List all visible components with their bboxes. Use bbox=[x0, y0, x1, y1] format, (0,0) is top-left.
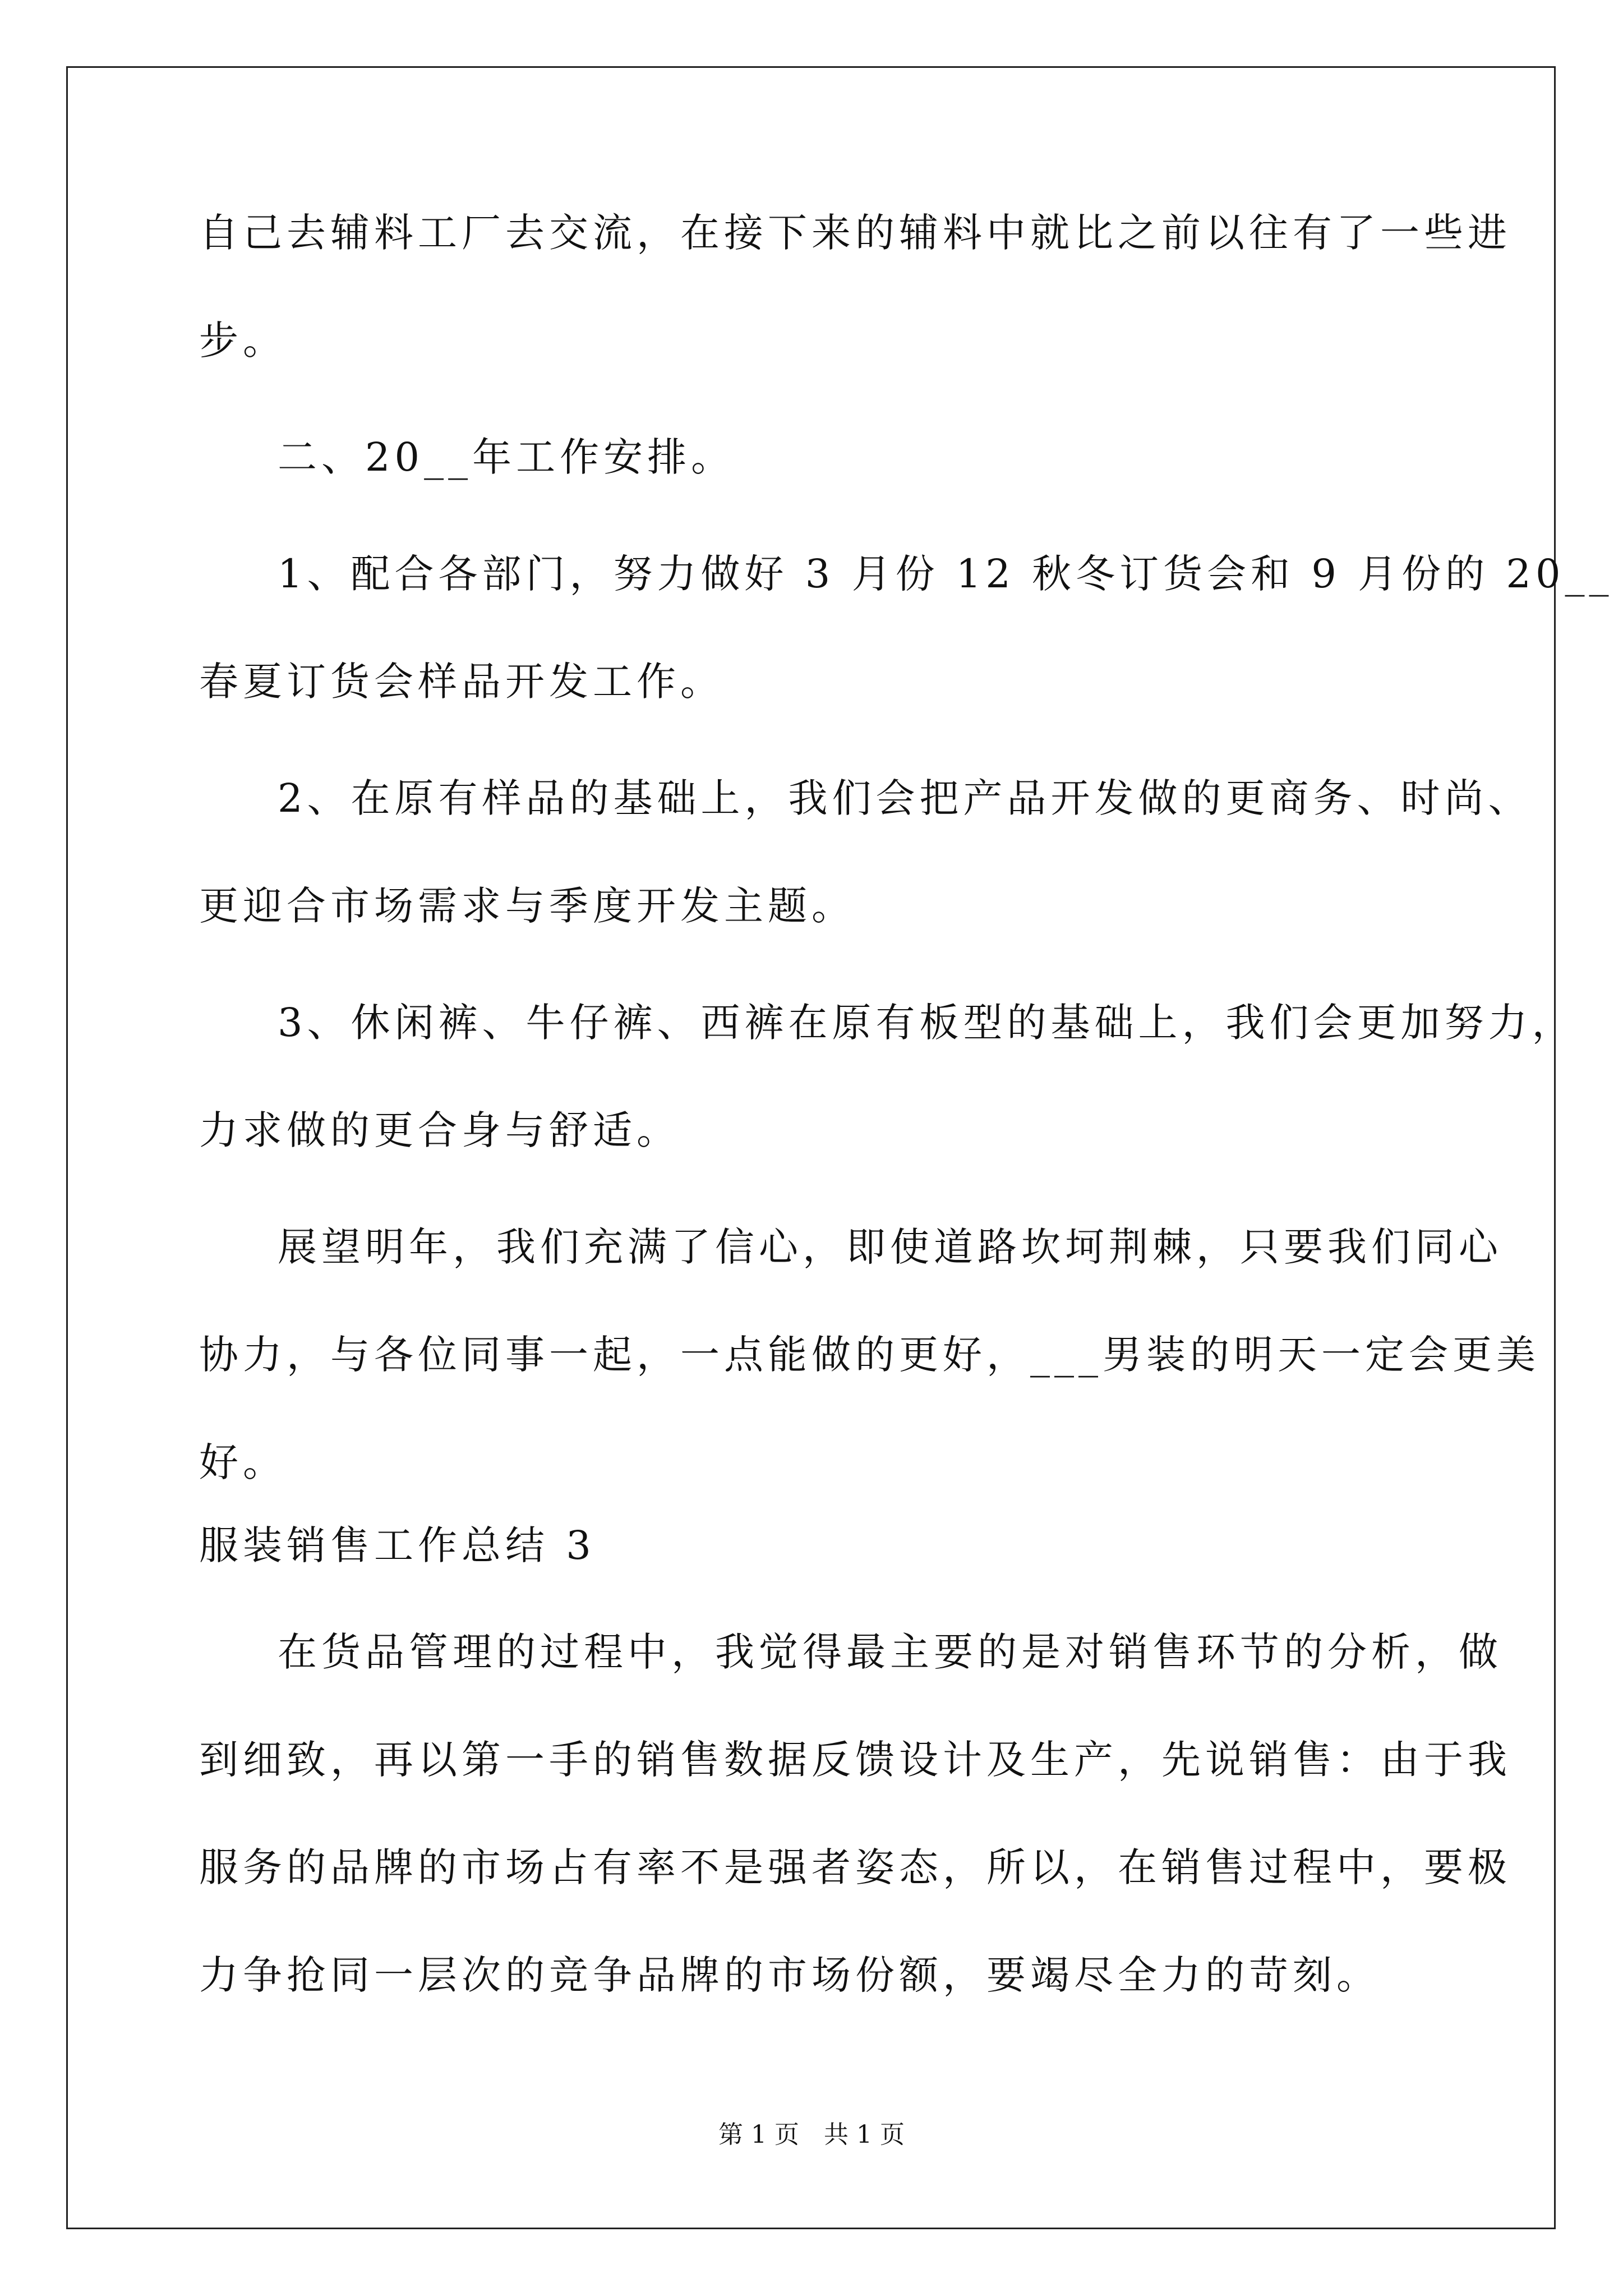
section-title: 服装销售工作总结 3 bbox=[199, 1522, 596, 1568]
text-line: 协力，与各位同事一起，一点能做的更好，___男装的明天一定会更美 bbox=[199, 1332, 1540, 1378]
text-line: 力求做的更合身与舒适。 bbox=[199, 1107, 680, 1153]
text-line: 在货品管理的过程中，我觉得最主要的是对销售环节的分析，做 bbox=[278, 1629, 1502, 1675]
text-line: 春夏订货会样品开发工作。 bbox=[199, 659, 724, 705]
text-line: 3、休闲裤、牛仔裤、西裤在原有板型的基础上，我们会更加努力， bbox=[278, 1000, 1576, 1046]
text-line: 2、在原有样品的基础上，我们会把产品开发做的更商务、时尚、 bbox=[278, 775, 1532, 821]
text-line: 展望明年，我们充满了信心，即使道路坎坷荆棘，只要我们同心 bbox=[278, 1224, 1502, 1270]
section-heading: 二、20__年工作安排。 bbox=[278, 434, 735, 480]
text-line: 力争抢同一层次的竞争品牌的市场份额，要竭尽全力的苛刻。 bbox=[199, 1952, 1380, 1998]
text-line: 服务的品牌的市场占有率不是强者姿态，所以，在销售过程中，要极 bbox=[199, 1844, 1511, 1890]
text-line: 更迎合市场需求与季度开发主题。 bbox=[199, 883, 855, 929]
text-line: 自己去辅料工厂去交流，在接下来的辅料中就比之前以往有了一些进 bbox=[199, 210, 1511, 256]
text-line: 好。 bbox=[199, 1439, 287, 1485]
text-line: 1、配合各部门，努力做好 3 月份 12 秋冬订货会和 9 月份的 20__ bbox=[278, 551, 1613, 597]
page-footer: 第 1 页 共 1 页 bbox=[718, 2120, 905, 2149]
text-line: 到细致，再以第一手的销售数据反馈设计及生产，先说销售：由于我 bbox=[199, 1737, 1511, 1783]
text-line: 步。 bbox=[199, 318, 287, 364]
